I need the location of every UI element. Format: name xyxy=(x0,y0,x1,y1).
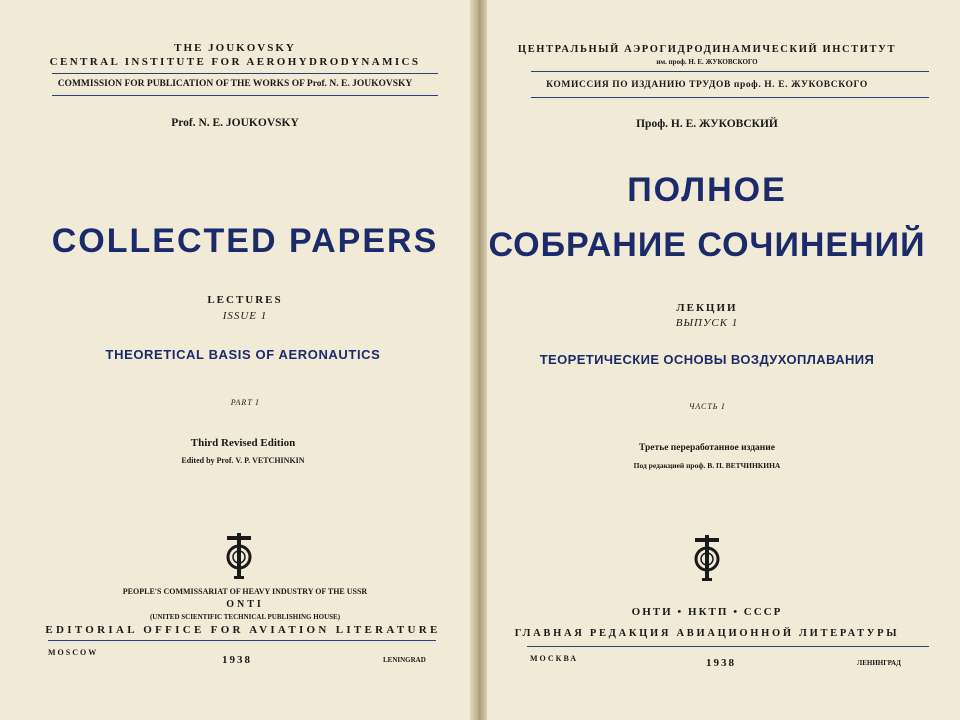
edition-label: Third Revised Edition xyxy=(190,437,296,449)
header-rule-top xyxy=(52,73,438,74)
publisher-line-4: EDITORIAL OFFICE FOR AVIATION LITERATURE xyxy=(45,624,441,636)
commission-line: КОМИССИЯ ПО ИЗДАНИЮ ТРУДОВ проф. Н. Е. ЖУКОВСКОГО xyxy=(546,80,868,90)
issue-label: ВЫПУСК 1 xyxy=(675,317,739,329)
publisher-line-2: ГЛАВНАЯ РЕДАКЦИЯ АВИАЦИОННОЙ ЛИТЕРАТУРЫ xyxy=(514,628,900,639)
editor-label: Edited by Prof. V. P. VETCHINKIN xyxy=(181,456,305,465)
institute-line-1: ЦЕНТРАЛЬНЫЙ АЭРОГИДРОДИНАМИЧЕСКИЙ ИНСТИТУТ xyxy=(517,44,897,55)
issue-label: ISSUE 1 xyxy=(222,310,268,322)
part-label: ЧАСТЬ I xyxy=(688,402,726,411)
onti-emblem-icon xyxy=(690,534,724,582)
publisher-line-1: ОНТИ • НКТП • СССР xyxy=(631,606,783,618)
institute-line-2: им. проф. Н. Е. ЖУКОВСКОГО xyxy=(656,58,758,66)
main-title-line-1: ПОЛНОЕ xyxy=(627,171,787,209)
onti-emblem-icon xyxy=(222,532,256,580)
city-left: МОСКВА xyxy=(530,654,579,663)
institute-line-2: CENTRAL INSTITUTE FOR AEROHYDRODYNAMICS xyxy=(49,56,421,68)
series-label: LECTURES xyxy=(207,294,283,306)
right-page xyxy=(487,0,960,720)
city-left: MOSCOW xyxy=(48,648,99,657)
part-label: PART I xyxy=(230,398,260,407)
footer-rule xyxy=(48,640,436,641)
author: Prof. N. E. JOUKOVSKY xyxy=(171,117,299,129)
publisher-line-2: ONTI xyxy=(226,599,264,610)
main-title-line-2: СОБРАНИЕ СОЧИНЕНИЙ xyxy=(488,226,926,264)
publication-year: 1938 xyxy=(222,654,252,666)
institute-line-1: THE JOUKOVSKY xyxy=(174,42,296,54)
edition-label: Третье переработанное издание xyxy=(639,443,775,453)
subtitle: THEORETICAL BASIS OF AERONAUTICS xyxy=(105,347,381,362)
header-rule-bottom xyxy=(531,97,929,98)
author: Проф. Н. Е. ЖУКОВСКИЙ xyxy=(636,118,778,130)
footer-rule xyxy=(527,646,929,647)
commission-line: COMMISSION FOR PUBLICATION OF THE WORKS OF Prof. N. E. JOUKOVSKY xyxy=(57,79,413,89)
book-spine-gutter xyxy=(470,0,487,720)
main-title: COLLECTED PAPERS xyxy=(51,222,439,260)
publication-year: 1938 xyxy=(706,657,736,669)
subtitle: ТЕОРЕТИЧЕСКИЕ ОСНОВЫ ВОЗДУХОПЛАВАНИЯ xyxy=(539,352,875,367)
header-rule-top xyxy=(531,71,929,72)
header-rule-bottom xyxy=(52,95,438,96)
city-right: LENINGRAD xyxy=(383,656,426,664)
left-page xyxy=(0,0,470,720)
editor-label: Под редакцией проф. В. П. ВЕТЧИНКИНА xyxy=(633,461,781,470)
publisher-line-1: PEOPLE'S COMMISSARIAT OF HEAVY INDUSTRY OF THE USSR xyxy=(122,587,368,596)
publisher-line-3: (UNITED SCIENTIFIC TECHNICAL PUBLISHING HOUSE) xyxy=(149,613,341,621)
city-right: ЛЕНИНГРАД xyxy=(857,659,901,667)
series-label: ЛЕКЦИИ xyxy=(676,302,738,314)
